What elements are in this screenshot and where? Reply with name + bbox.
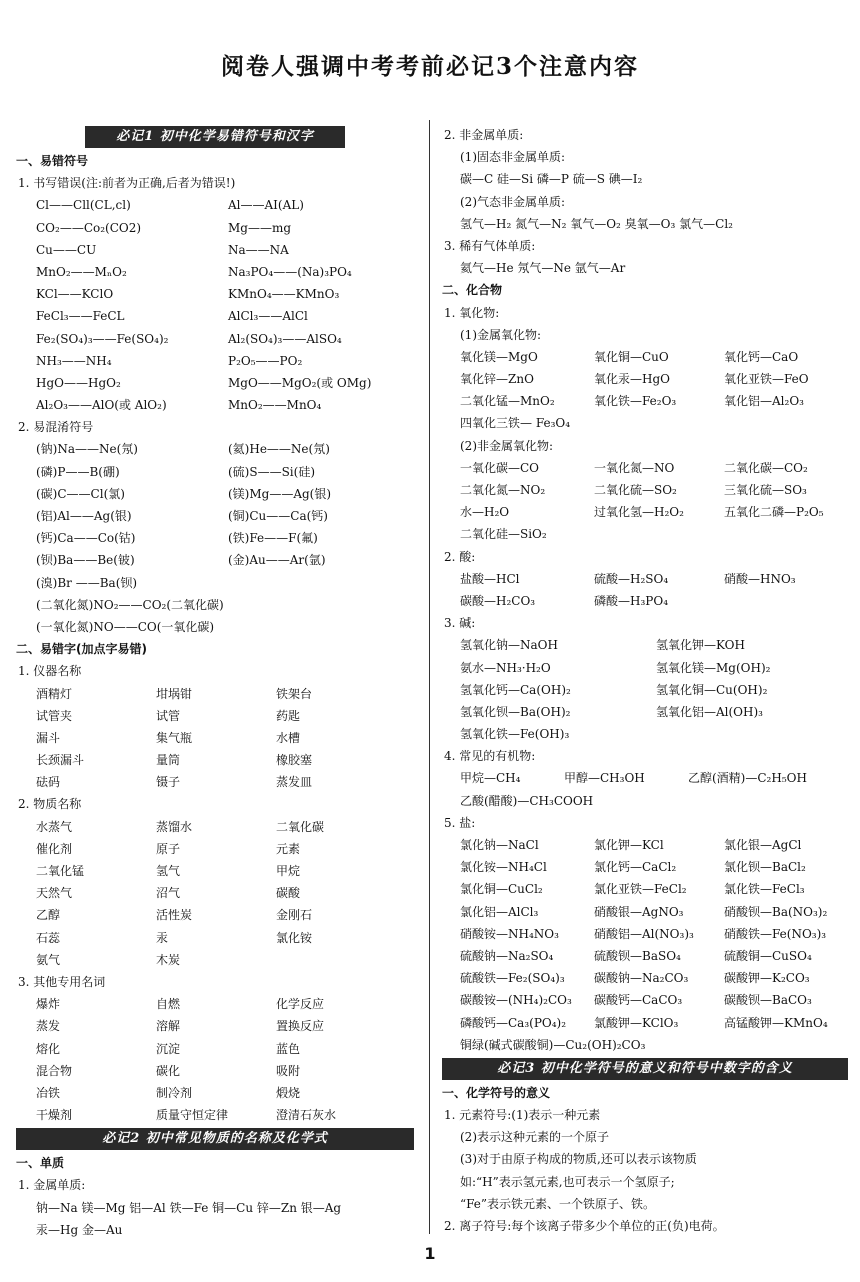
formula-row — [16, 771, 414, 793]
formula-cell: 蓝色 — [276, 1041, 301, 1056]
formula-row — [442, 878, 848, 900]
formula-row — [16, 838, 414, 860]
text-line: 二氧化硅—SiO₂ — [460, 527, 547, 542]
formula-cell: Al——AI(AL) — [228, 198, 304, 213]
text-line: (2)表示这种元素的一个原子 — [460, 1130, 609, 1145]
formula-row — [16, 283, 414, 305]
text-line: 乙酸(醋酸)—CH₃COOH — [460, 793, 594, 808]
text-line: 3. 碱: — [444, 616, 476, 631]
formula-cell: 硝酸铵—NH₄NO₃ — [460, 926, 559, 941]
formula-cell: 药匙 — [276, 708, 301, 723]
formula-row — [16, 350, 414, 372]
formula-cell: 催化剂 — [36, 841, 73, 856]
formula-cell: 磷酸钙—Ca₃(PO₄)₂ — [460, 1015, 567, 1030]
text-line: 钠—Na 镁—Mg 铝—Al 铁—Fe 铜—Cu 锌—Zn 银—Ag — [36, 1200, 342, 1215]
text-line: 2. 酸: — [444, 549, 476, 564]
formula-row — [442, 568, 848, 590]
formula-cell: 酒精灯 — [36, 686, 73, 701]
formula-row — [16, 993, 414, 1015]
formula-cell: 氯化银—AgCl — [724, 838, 802, 852]
formula-cell: 化学反应 — [276, 997, 325, 1012]
text-line: (溴)Br ——Ba(钡) — [36, 575, 138, 590]
formula-row — [16, 949, 414, 971]
formula-row — [16, 727, 414, 749]
formula-row — [442, 767, 848, 789]
formula-row — [16, 1060, 414, 1082]
text-line: 3. 其他专用名词 — [18, 974, 106, 989]
formula-cell: 活性炭 — [156, 908, 193, 923]
formula-row — [16, 438, 414, 460]
page-number: 1 — [424, 1244, 436, 1263]
formula-cell: 坩埚钳 — [156, 686, 193, 701]
formula-cell: 乙醇(酒精)—C₂H₅OH — [688, 771, 807, 786]
formula-cell: (磷)P——B(硼) — [36, 464, 120, 479]
formula-cell: 干燥剂 — [36, 1108, 73, 1123]
formula-row — [442, 657, 848, 679]
formula-row — [442, 390, 848, 412]
text-line: 氢气—H₂ 氮气—N₂ 氧气—O₂ 臭氧—O₃ 氯气—Cl₂ — [460, 216, 733, 231]
formula-row — [16, 239, 414, 261]
formula-cell: 氯化亚铁—FeCl₂ — [594, 882, 687, 897]
formula-cell: 吸附 — [276, 1063, 301, 1078]
section-heading: 二、易错字(加点字易错) — [16, 642, 147, 657]
formula-row — [16, 904, 414, 926]
formula-row — [442, 679, 848, 701]
formula-cell: 试管夹 — [36, 708, 73, 723]
formula-cell: 二氧化锰 — [36, 864, 85, 878]
formula-cell: 二氧化氮—NO₂ — [460, 483, 546, 497]
formula-cell: Fe₂(SO₄)₃——Fe(SO₄)₂ — [36, 331, 169, 346]
formula-cell: 氢气 — [156, 864, 181, 878]
formula-cell: 氨气 — [36, 952, 61, 967]
formula-cell: 制冷剂 — [156, 1085, 193, 1100]
formula-cell: 氧化铁—Fe₂O₃ — [594, 394, 677, 409]
formula-cell: 碳酸铵—(NH₄)₂CO₃ — [460, 993, 572, 1008]
formula-cell: 一氧化碳—CO — [460, 460, 540, 475]
formula-cell: 碳化 — [156, 1063, 181, 1078]
formula-row — [16, 461, 414, 483]
formula-cell: CO₂——Co₂(CO2) — [36, 220, 142, 235]
text-line: “Fe”表示铁元素、一个铁原子、铁。 — [460, 1196, 656, 1211]
formula-cell: 澄清石灰水 — [276, 1108, 337, 1123]
formula-cell: 熔化 — [36, 1041, 61, 1056]
formula-row — [442, 701, 848, 723]
formula-cell: 氨水—NH₃·H₂O — [460, 660, 551, 675]
formula-row — [442, 923, 848, 945]
formula-row — [16, 305, 414, 327]
formula-row — [442, 989, 848, 1011]
text-line: 汞—Hg 金—Au — [36, 1222, 123, 1237]
formula-cell: 长颈漏斗 — [36, 753, 85, 768]
formula-row — [442, 501, 848, 523]
formula-row — [16, 328, 414, 350]
formula-cell: 原子 — [156, 841, 181, 856]
formula-cell: 氯化钡—BaCl₂ — [724, 860, 806, 875]
text-line: (一氧化氮)NO——CO(一氧化碳) — [36, 619, 215, 634]
formula-cell: 氧化锌—ZnO — [460, 372, 534, 387]
formula-cell: 氯化铵 — [276, 930, 313, 945]
formula-cell: MnO₂——MnO₄ — [228, 398, 322, 413]
formula-row — [442, 856, 848, 878]
formula-cell: 二氧化碳—CO₂ — [724, 460, 808, 475]
left-column — [16, 124, 414, 1241]
formula-cell: 硫酸—H₂SO₄ — [594, 571, 669, 586]
formula-cell: 二氧化硫—SO₂ — [594, 483, 677, 497]
text-line: 2. 离子符号:每个该离子带多少个单位的正(负)电荷。 — [444, 1219, 725, 1233]
text-line: 4. 常见的有机物: — [444, 749, 536, 764]
formula-row — [16, 527, 414, 549]
formula-cell: 氧化汞—HgO — [594, 372, 670, 387]
formula-row — [442, 346, 848, 368]
formula-cell: 过氧化氢—H₂O₂ — [594, 505, 684, 520]
formula-cell: 集气瓶 — [156, 730, 193, 745]
formula-row — [442, 1012, 848, 1034]
formula-cell: (镁)Mg——Ag(银) — [228, 486, 332, 501]
formula-cell: 氧化镁—MgO — [460, 349, 538, 364]
section-heading: 一、易错符号 — [16, 154, 89, 168]
formula-cell: (钡)Ba——Be(铍) — [36, 553, 135, 568]
formula-cell: Cl——Cll(CL,cl) — [36, 198, 131, 213]
formula-row — [16, 261, 414, 283]
formula-cell: 甲烷—CH₄ — [460, 771, 521, 786]
text-line: 2. 易混淆符号 — [18, 420, 94, 435]
text-line: 1. 金属单质: — [18, 1178, 86, 1193]
text-line: (二氧化氮)NO₂——CO₂(二氧化碳) — [36, 597, 224, 612]
formula-cell: 硝酸铝—Al(NO₃)₃ — [594, 926, 694, 941]
formula-row — [442, 368, 848, 390]
formula-cell: 碳酸钡—BaCO₃ — [724, 993, 812, 1008]
text-line: 1. 氧化物: — [444, 305, 500, 320]
formula-cell: P₂O₅——PO₂ — [228, 353, 303, 368]
formula-cell: 二氧化碳 — [276, 819, 325, 834]
formula-cell: 氧化铜—CuO — [594, 349, 669, 364]
formula-cell: (氦)He——Ne(氖) — [228, 442, 330, 457]
formula-cell: AlCl₃——AlCl — [228, 309, 308, 324]
formula-cell: 氯化钾—KCl — [594, 838, 664, 852]
page-title: 阅卷人强调中考考前必记3个注意内容 — [220, 53, 639, 80]
formula-cell: 碳酸钠—Na₂CO₃ — [594, 971, 689, 986]
formula-cell: 砝码 — [36, 775, 61, 790]
formula-cell: Al₂(SO₄)₃——AlSO₄ — [228, 331, 342, 346]
text-line: 碳—C 硅—Si 磷—P 硫—S 碘—I₂ — [460, 172, 643, 187]
formula-cell: 硫酸铁—Fe₂(SO₄)₃ — [460, 971, 565, 986]
formula-row — [442, 479, 848, 501]
text-line: 2. 非金属单质: — [444, 128, 524, 142]
text-line: 1. 元素符号:(1)表示一种元素 — [444, 1108, 601, 1123]
formula-cell: 硝酸铁—Fe(NO₃)₃ — [724, 926, 827, 941]
text-line: 3. 稀有气体单质: — [444, 238, 536, 253]
formula-cell: 混合物 — [36, 1063, 73, 1078]
formula-row — [442, 967, 848, 989]
formula-cell: 煅烧 — [276, 1085, 301, 1100]
formula-cell: 石蕊 — [36, 930, 61, 945]
formula-row — [16, 217, 414, 239]
formula-row — [16, 194, 414, 216]
formula-cell: 硝酸钡—Ba(NO₃)₂ — [724, 904, 828, 919]
formula-cell: 氢氧化钠—NaOH — [460, 638, 558, 653]
formula-cell: NH₃——NH₄ — [36, 353, 112, 368]
formula-row — [16, 1082, 414, 1104]
formula-cell: 碳酸 — [276, 886, 301, 901]
text-line: 1. 书写错误(注:前者为正确,后者为错误!) — [18, 176, 236, 191]
section-banner: 必记1 初中化学易错符号和汉字 — [85, 126, 345, 148]
formula-cell: 氧化铝—Al₂O₃ — [724, 394, 804, 409]
formula-cell: 氧化亚铁—FeO — [724, 372, 809, 387]
formula-cell: 甲烷 — [276, 864, 301, 878]
formula-cell: 金刚石 — [276, 908, 313, 923]
formula-cell: 氯化铜—CuCl₂ — [460, 882, 543, 897]
formula-cell: Na——NA — [228, 242, 289, 257]
text-line: (3)对于由原子构成的物质,还可以表示该物质 — [460, 1152, 697, 1167]
formula-cell: 沼气 — [156, 886, 181, 901]
formula-cell: Al₂O₃——AlO(或 AlO₂) — [36, 398, 167, 413]
formula-cell: KCl——KClO — [36, 287, 114, 302]
column-divider — [429, 120, 430, 1234]
formula-row — [442, 590, 848, 612]
text-line: 如:“H”表示氢元素,也可表示一个氢原子; — [460, 1174, 675, 1189]
formula-row — [442, 901, 848, 923]
formula-cell: 二氧化锰—MnO₂ — [460, 394, 555, 409]
formula-cell: MnO₂——MₙO₂ — [36, 264, 127, 279]
text-line: (2)气态非金属单质: — [460, 194, 566, 209]
formula-row — [16, 882, 414, 904]
formula-cell: 硫酸钠—Na₂SO₄ — [460, 948, 554, 963]
section-heading: 一、化学符号的意义 — [442, 1085, 551, 1100]
formula-cell: 氢氧化钡—Ba(OH)₂ — [460, 704, 571, 719]
formula-cell: 盐酸—HCl — [460, 571, 520, 586]
formula-cell: 氯化铁—FeCl₃ — [724, 882, 805, 897]
formula-row — [16, 483, 414, 505]
formula-cell: 氢氧化铜—Cu(OH)₂ — [656, 682, 768, 697]
formula-cell: 木炭 — [156, 952, 181, 967]
formula-cell: KMnO₄——KMnO₃ — [228, 287, 340, 302]
formula-cell: 镊子 — [156, 775, 181, 790]
formula-cell: 橡胶塞 — [276, 753, 313, 768]
formula-cell: 元素 — [276, 841, 301, 856]
formula-cell: 氯化钠—NaCl — [460, 838, 539, 852]
formula-cell: 量筒 — [156, 753, 181, 768]
formula-row — [442, 457, 848, 479]
formula-cell: 质量守恒定律 — [156, 1108, 229, 1123]
text-line: 5. 盐: — [444, 815, 476, 830]
formula-row — [16, 1015, 414, 1037]
formula-row — [16, 749, 414, 771]
text-line: 铜绿(碱式碳酸铜)—Cu₂(OH)₂CO₃ — [460, 1037, 646, 1052]
formula-cell: 沉淀 — [156, 1041, 181, 1056]
formula-cell: MgO——MgO₂(或 OMg) — [228, 375, 372, 390]
formula-cell: 氢氧化镁—Mg(OH)₂ — [656, 660, 771, 675]
formula-cell: Na₃PO₄——(Na)₃PO₄ — [228, 264, 352, 279]
text-line: (2)非金属氧化物: — [460, 438, 554, 453]
text-line: 氦气—He 氖气—Ne 氩气—Ar — [460, 261, 626, 276]
section-banner: 必记2 初中常见物质的名称及化学式 — [16, 1128, 414, 1150]
text-line: 2. 物质名称 — [18, 797, 82, 812]
formula-cell: (金)Au——Ar(氩) — [228, 553, 326, 568]
formula-cell: 硝酸银—AgNO₃ — [594, 904, 684, 919]
formula-cell: 高锰酸钾—KMnO₄ — [724, 1015, 828, 1030]
formula-row — [16, 860, 414, 882]
formula-cell: 漏斗 — [36, 730, 61, 745]
formula-cell: 水蒸气 — [36, 819, 73, 834]
formula-cell: 甲醇—CH₃OH — [564, 771, 645, 786]
formula-row — [442, 834, 848, 856]
formula-cell: (铝)Al——Ag(银) — [36, 509, 132, 523]
formula-cell: 硝酸—HNO₃ — [724, 571, 796, 586]
formula-cell: 氢氧化铝—Al(OH)₃ — [656, 704, 763, 719]
text-line: 1. 仪器名称 — [18, 664, 82, 679]
formula-row — [16, 549, 414, 571]
formula-cell: (铜)Cu——Ca(钙) — [228, 509, 328, 523]
section-heading: 二、化合物 — [442, 283, 503, 298]
formula-cell: HgO——HgO₂ — [36, 375, 121, 390]
formula-cell: 氢氧化钙—Ca(OH)₂ — [460, 682, 571, 697]
formula-row — [442, 634, 848, 656]
formula-row — [16, 372, 414, 394]
formula-cell: 冶铁 — [36, 1085, 61, 1100]
formula-row — [16, 394, 414, 416]
formula-row — [16, 705, 414, 727]
formula-cell: 氯化钙—CaCl₂ — [594, 860, 677, 875]
formula-row — [442, 945, 848, 967]
formula-cell: 汞 — [156, 930, 169, 945]
formula-cell: 五氧化二磷—P₂O₅ — [724, 505, 824, 520]
section-banner: 必记3 初中化学符号的意义和符号中数字的含义 — [442, 1058, 848, 1080]
text-line: 四氧化三铁— Fe₃O₄ — [460, 416, 571, 431]
formula-cell: (硫)S——Si(硅) — [228, 464, 316, 479]
formula-cell: 溶解 — [156, 1019, 181, 1034]
formula-cell: FeCl₃——FeCL — [36, 309, 125, 324]
formula-cell: 三氧化硫—SO₃ — [724, 483, 807, 497]
formula-cell: 水—H₂O — [460, 505, 510, 520]
formula-cell: 氯化铝—AlCl₃ — [460, 904, 539, 919]
formula-cell: 一氧化氮—NO — [594, 460, 675, 475]
formula-cell: 氯酸钾—KClO₃ — [594, 1015, 679, 1030]
text-line: (1)金属氧化物: — [460, 327, 542, 342]
formula-cell: 蒸发皿 — [276, 775, 313, 790]
formula-cell: 碳酸钾—K₂CO₃ — [724, 971, 810, 986]
formula-cell: 蒸馏水 — [156, 819, 193, 834]
formula-row — [16, 1104, 414, 1126]
formula-cell: 蒸发 — [36, 1019, 61, 1034]
formula-row — [16, 816, 414, 838]
formula-cell: 水槽 — [276, 730, 301, 745]
formula-cell: 硫酸钡—BaSO₄ — [594, 948, 681, 963]
formula-cell: (碳)C——Cl(氯) — [36, 486, 125, 501]
formula-cell: 自燃 — [156, 997, 181, 1012]
formula-cell: 碳酸—H₂CO₃ — [460, 593, 536, 608]
text-line: (1)固态非金属单质: — [460, 150, 566, 165]
formula-cell: 氯化铵—NH₄Cl — [460, 860, 547, 875]
formula-cell: 乙醇 — [36, 908, 61, 923]
formula-cell: 硫酸铜—CuSO₄ — [724, 948, 812, 963]
formula-cell: 试管 — [156, 708, 181, 723]
formula-cell: 爆炸 — [36, 997, 61, 1012]
right-column — [442, 124, 848, 1237]
formula-cell: 天然气 — [36, 886, 73, 901]
formula-cell: Cu——CU — [36, 242, 97, 257]
formula-cell: 磷酸—H₃PO₄ — [594, 593, 668, 608]
formula-row — [16, 1038, 414, 1060]
formula-cell: 铁架台 — [276, 686, 313, 701]
formula-cell: 碳酸钙—CaCO₃ — [594, 993, 683, 1008]
formula-cell: 氢氧化钾—KOH — [656, 638, 745, 653]
formula-row — [16, 683, 414, 705]
formula-cell: (钠)Na——Ne(氖) — [36, 442, 138, 457]
formula-cell: Mg——mg — [228, 220, 292, 235]
formula-cell: (铁)Fe——F(氟) — [228, 531, 318, 546]
section-heading: 一、单质 — [16, 1156, 65, 1171]
formula-row — [16, 505, 414, 527]
formula-cell: 氧化钙—CaO — [724, 349, 799, 364]
formula-cell: (钙)Ca——Co(钴) — [36, 531, 136, 546]
text-line: 氢氧化铁—Fe(OH)₃ — [460, 727, 570, 742]
formula-row — [16, 927, 414, 949]
formula-cell: 置换反应 — [276, 1019, 325, 1034]
